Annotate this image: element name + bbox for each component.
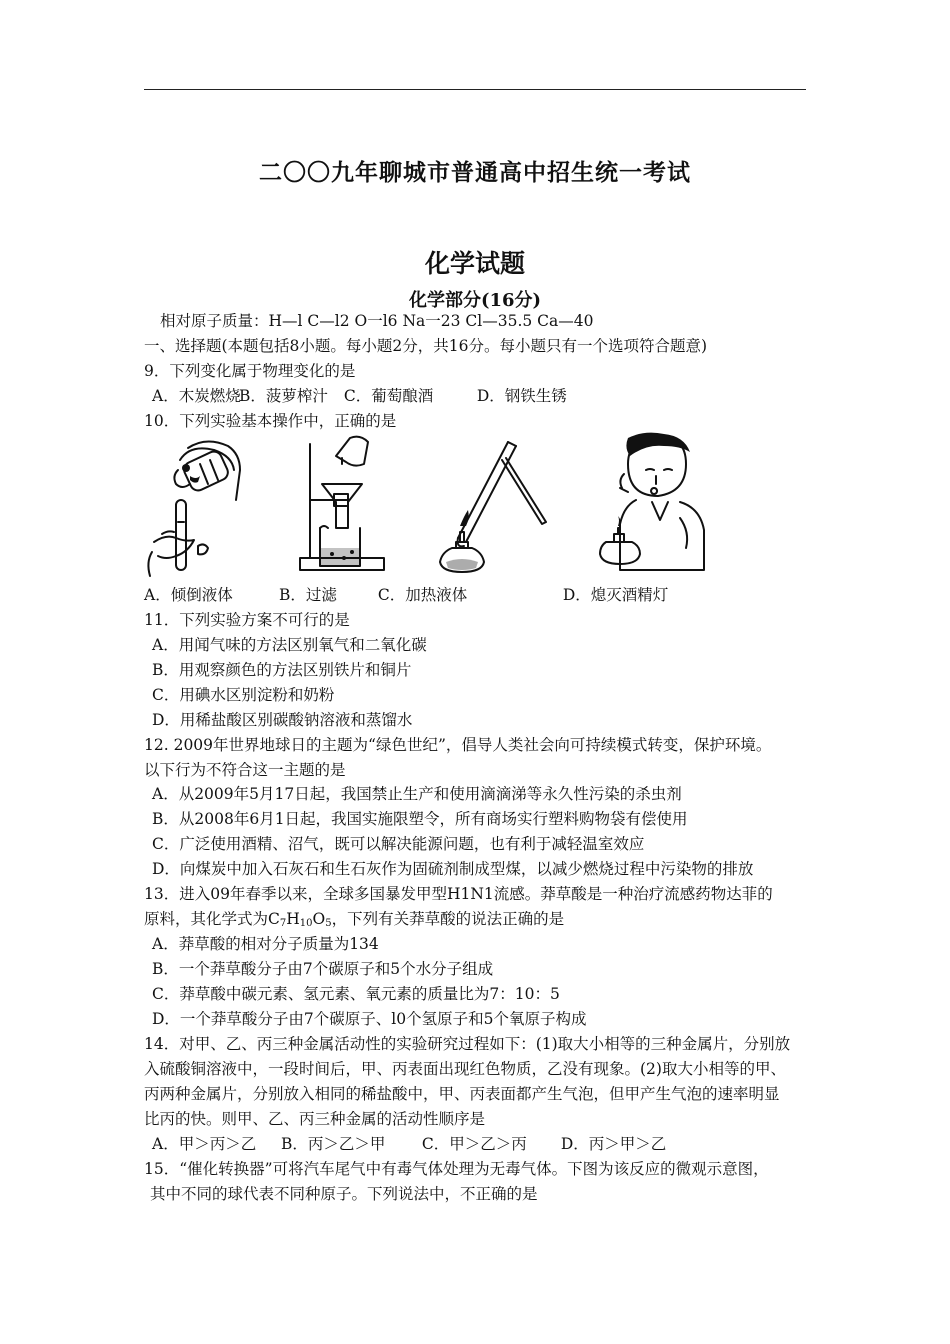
part1-heading: 一、选择题(本题包括8小题。每小题2分，共16分。每小题只有一个选项符合题意) [144,337,708,355]
q13-stem-line1: 13．进入09年春季以来，全球多国暴发甲型H1N1流感。莽草酸是一种治疗流感药物达菲的 [144,885,773,903]
q13-option-c: C．莽草酸中碳元素、氢元素、氧元素的质量比为7：10：5 [152,985,560,1003]
q14-line4: 比丙的快。则甲、乙、丙三种金属的活动性顺序是 [144,1110,486,1128]
q13-option-b: B．一个莽草酸分子由7个碳原子和5个水分子组成 [152,960,494,978]
q9-option-a: A．木炭燃烧 [152,387,241,405]
q12-option-a: A．从2009年5月17日起，我国禁止生产和使用滴滴涕等永久性污染的杀虫剂 [152,785,682,803]
figure-a-pouring-liquid [140,430,250,580]
section-title: 化学部分(16分) [408,290,542,311]
q14-line3: 丙两种金属片，分别放入相同的稀盐酸中，甲、丙表面都产生气泡，但甲产生气泡的速率明显 [144,1085,780,1103]
q10-options [144,584,668,606]
q15-line2: 其中不同的球代表不同种原子。下列说法中，不正确的是 [150,1185,538,1203]
q11-option-a: A．用闻气味的方法区别氧气和二氧化碳 [152,636,427,654]
subject-title: 化学试题 [424,249,525,278]
q13-option-a: A．莽草酸的相对分子质量为134 [152,935,379,953]
q12-stem-line1: 12. 2009年世界地球日的主题为“绿色世纪”，倡导人类社会向可持续模式转变，保护环境。 [144,736,772,754]
q14-option-d: D．丙＞甲＞乙 [560,1135,667,1153]
q11-option-c: C．用碘水区别淀粉和奶粉 [152,686,335,704]
q12-option-d: D．向煤炭中加入石灰石和生石灰作为固硫剂制成型煤，以减少燃烧过程中污染物的排放 [152,860,754,878]
q10-option-a: A．倾倒液体 [144,586,233,604]
q13-option-d: D．一个莽草酸分子由7个碳原子、l0个氢原子和5个氧原子构成 [152,1010,587,1028]
q9-option-d: D．钢铁生锈 [476,387,567,405]
q10-option-b: B．过滤 [278,586,337,604]
chemical-formula: $C_7H_{10}O_5$ [268,910,332,929]
figure-b-filtration [292,430,392,580]
exam-title: 二〇〇九年聊城市普通高中招生统一考试 [259,159,691,186]
q14-line1: 14．对甲、乙、丙三种金属活动性的实验研究过程如下：(1)取大小相等的三种金属片，分别放 [144,1035,791,1053]
q14-option-c: C．甲＞乙＞丙 [421,1135,527,1153]
q11-stem: 11．下列实验方案不可行的是 [144,611,350,629]
q14-line2: 入硫酸铜溶液中，一段时间后，甲、丙表面出现红色物质，乙没有现象。(2)取大小相等的甲、 [144,1060,786,1078]
q10-stem: 10．下列实验基本操作中，正确的是 [144,412,397,430]
q13-stem-line2: 原料，其化学式为$C_7H_{10}O_5$，下列有关莽草酸的说法正确的是 [144,910,565,929]
q12-option-b: B．从2008年6月1日起，我国实施限塑令，所有商场实行塑料购物袋有偿使用 [152,810,688,828]
q9-option-b: B．菠萝榨汁 [238,387,328,405]
q12-option-c: C．广泛使用酒精、沼气，既可以解决能源问题，也有利于减轻温室效应 [152,835,645,853]
q9-option-c: C．葡萄酿酒 [343,387,434,405]
figure-c-heating-liquid [432,430,552,580]
atomic-mass-line: 相对原子质量：H—l C—l2 O一l6 Na一23 Cl—35.5 Ca—40 [160,312,594,330]
q15-line1: 15．“催化转换器”可将汽车尾气中有毒气体处理为无毒气体。下图为该反应的微观示意图， [144,1160,769,1178]
top-rule [144,89,806,90]
q12-stem-line2: 以下行为不符合这一主题的是 [144,761,346,779]
q14-options [152,1133,666,1155]
q9-options [152,385,567,407]
q9-stem: 9．下列变化属于物理变化的是 [144,362,356,380]
q14-option-a: A．甲＞丙＞乙 [152,1135,257,1153]
q14-option-b: B．丙＞乙＞甲 [280,1135,386,1153]
figure-d-extinguish-lamp [596,430,706,580]
q10-option-d: D．熄灭酒精灯 [562,586,669,604]
q10-option-c: C．加热液体 [377,586,468,604]
q11-option-b: B．用观察颜色的方法区别铁片和铜片 [152,661,412,679]
q11-option-d: D．用稀盐酸区别碳酸钠溶液和蒸馏水 [152,711,413,729]
